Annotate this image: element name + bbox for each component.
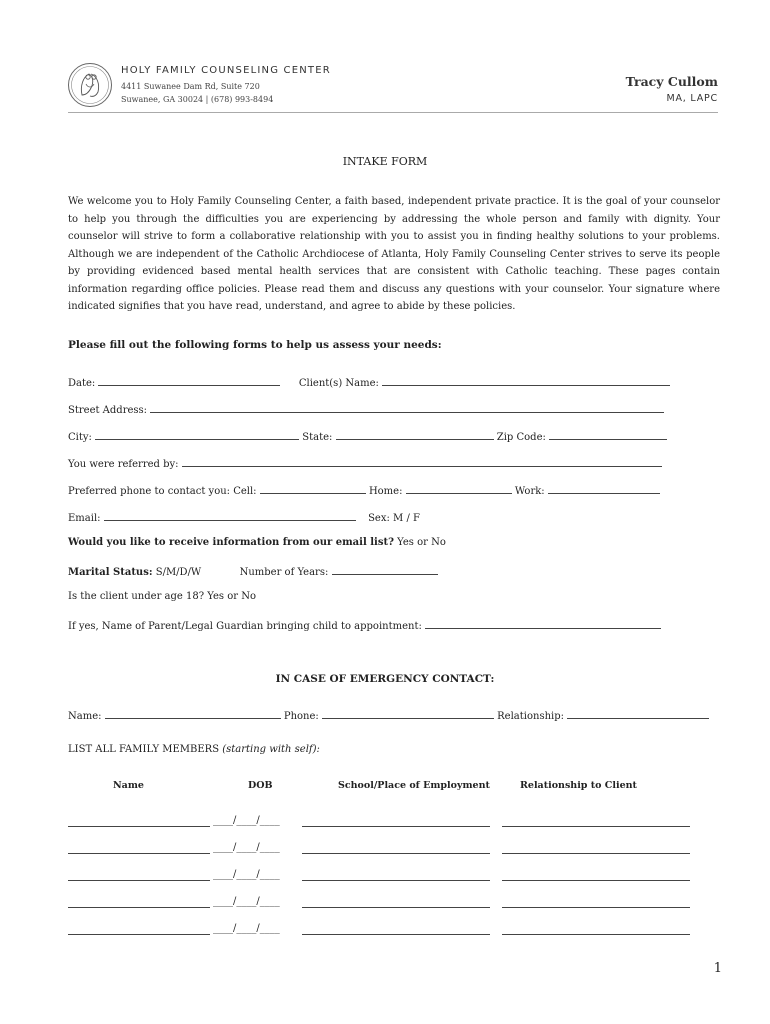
counselor-name: Tracy Cullom <box>625 74 718 89</box>
organization-name: HOLY FAMILY COUNSELING CENTER <box>121 65 331 76</box>
family-dob-field[interactable]: ____/____/____ <box>213 842 280 853</box>
email-list-row <box>68 537 446 548</box>
city-label: City: <box>68 432 92 443</box>
family-dob-field[interactable]: ____/____/____ <box>213 923 280 934</box>
page-number: 1 <box>713 961 722 976</box>
counselor-credentials: MA, LAPC <box>666 93 718 104</box>
organization-logo <box>67 62 113 108</box>
email-list-options[interactable]: Yes or No <box>397 537 446 548</box>
sex-selector[interactable]: Sex: M / F <box>368 513 420 524</box>
family-name-field[interactable] <box>68 907 210 908</box>
guardian-row <box>68 618 661 632</box>
referred-row <box>68 456 662 470</box>
city-state-zip-row <box>68 429 667 443</box>
family-school-field[interactable] <box>302 907 490 908</box>
referred-by-label: You were referred by: <box>68 459 179 470</box>
emergency-phone-field[interactable] <box>322 708 494 719</box>
family-dob-field[interactable]: ____/____/____ <box>213 815 280 826</box>
state-label: State: <box>302 432 333 443</box>
client-name-field[interactable] <box>382 375 670 386</box>
under-18-question[interactable]: Is the client under age 18? Yes or No <box>68 591 256 602</box>
client-name-label: Client(s) Name: <box>298 378 379 389</box>
work-label: Work: <box>514 486 545 497</box>
marital-row <box>68 564 438 578</box>
date-client-row <box>68 375 670 389</box>
family-school-field[interactable] <box>302 853 490 854</box>
email-label: Email: <box>68 513 101 524</box>
street-address-label: Street Address: <box>68 405 148 416</box>
years-field[interactable] <box>332 564 438 575</box>
home-field[interactable] <box>406 483 512 494</box>
header-divider <box>68 112 718 113</box>
years-label: Number of Years: <box>239 567 329 578</box>
email-field[interactable] <box>104 510 356 521</box>
family-school-field[interactable] <box>302 826 490 827</box>
emergency-name-label: Name: <box>68 711 102 722</box>
family-relationship-field[interactable] <box>502 934 690 935</box>
form-instructions: Please fill out the following forms to help us assess your needs: <box>68 339 442 351</box>
organization-city-phone: Suwanee, GA 30024 | (678) 993-8494 <box>121 95 274 104</box>
city-field[interactable] <box>95 429 299 440</box>
zip-field[interactable] <box>549 429 667 440</box>
marital-status-options[interactable]: S/M/D/W <box>155 567 202 578</box>
organization-address: 4411 Suwanee Dam Rd, Suite 720 <box>121 82 260 91</box>
family-dob-field[interactable]: ____/____/____ <box>213 869 280 880</box>
family-heading-note: (starting with self): <box>222 744 320 755</box>
home-label: Home: <box>368 486 403 497</box>
state-field[interactable] <box>336 429 494 440</box>
form-title: INTAKE FORM <box>342 155 428 168</box>
referred-by-field[interactable] <box>182 456 662 467</box>
zip-label: Zip Code: <box>496 432 546 443</box>
date-field[interactable] <box>98 375 280 386</box>
family-name-field[interactable] <box>68 880 210 881</box>
family-name-field[interactable] <box>68 934 210 935</box>
date-label: Date: <box>68 378 96 389</box>
family-relationship-field[interactable] <box>502 826 690 827</box>
family-dob-field[interactable]: ____/____/____ <box>213 896 280 907</box>
cell-field[interactable] <box>260 483 366 494</box>
family-name-field[interactable] <box>68 853 210 854</box>
marital-status-label: Marital Status: <box>68 567 153 578</box>
family-relationship-field[interactable] <box>502 880 690 881</box>
street-address-row <box>68 402 664 416</box>
family-school-field[interactable] <box>302 880 490 881</box>
emergency-relationship-label: Relationship: <box>497 711 564 722</box>
guardian-label: If yes, Name of Parent/Legal Guardian bringing child to appointment: <box>68 621 422 632</box>
email-list-question: Would you like to receive information from our email list? <box>68 537 394 548</box>
column-header-name: Name <box>113 780 144 791</box>
cell-label: Preferred phone to contact you: Cell: <box>68 486 257 497</box>
work-field[interactable] <box>548 483 660 494</box>
emergency-name-field[interactable] <box>105 708 281 719</box>
family-relationship-field[interactable] <box>502 853 690 854</box>
column-header-school: School/Place of Employment <box>338 780 490 791</box>
family-relationship-field[interactable] <box>502 907 690 908</box>
guardian-field[interactable] <box>425 618 661 629</box>
email-row <box>68 510 420 524</box>
family-heading-text: LIST ALL FAMILY MEMBERS <box>68 744 220 755</box>
emergency-heading: IN CASE OF EMERGENCY CONTACT: <box>275 673 495 685</box>
street-address-field[interactable] <box>150 402 664 413</box>
intro-paragraph: We welcome you to Holy Family Counseling Center, a faith based, independent private practice. It is the goal of your counselor to help you through the difficulties you are experiencing by addressing the whole person and family with dignity. Your counselor will strive to form a collaborative relationship with you to assist you in finding healthy solutions to your problems. Although we are independent of the Catholic Archdiocese of Atlanta, Holy Family Counseling Center strives to serve its people by providing evidenced based mental health services that are consistent with Catholic teaching. These pages contain information regarding office policies. Please read them and discuss any questions with your counselor. Your signature where indicated signifies that you have read, understand, and agree to abide by these policies. <box>68 196 720 312</box>
family-name-field[interactable] <box>68 826 210 827</box>
family-heading <box>68 744 320 755</box>
family-school-field[interactable] <box>302 934 490 935</box>
phone-row <box>68 483 660 497</box>
emergency-relationship-field[interactable] <box>567 708 709 719</box>
column-header-relationship: Relationship to Client <box>520 780 637 791</box>
emergency-row <box>68 708 709 722</box>
column-header-dob: DOB <box>248 780 273 791</box>
emergency-phone-label: Phone: <box>283 711 319 722</box>
